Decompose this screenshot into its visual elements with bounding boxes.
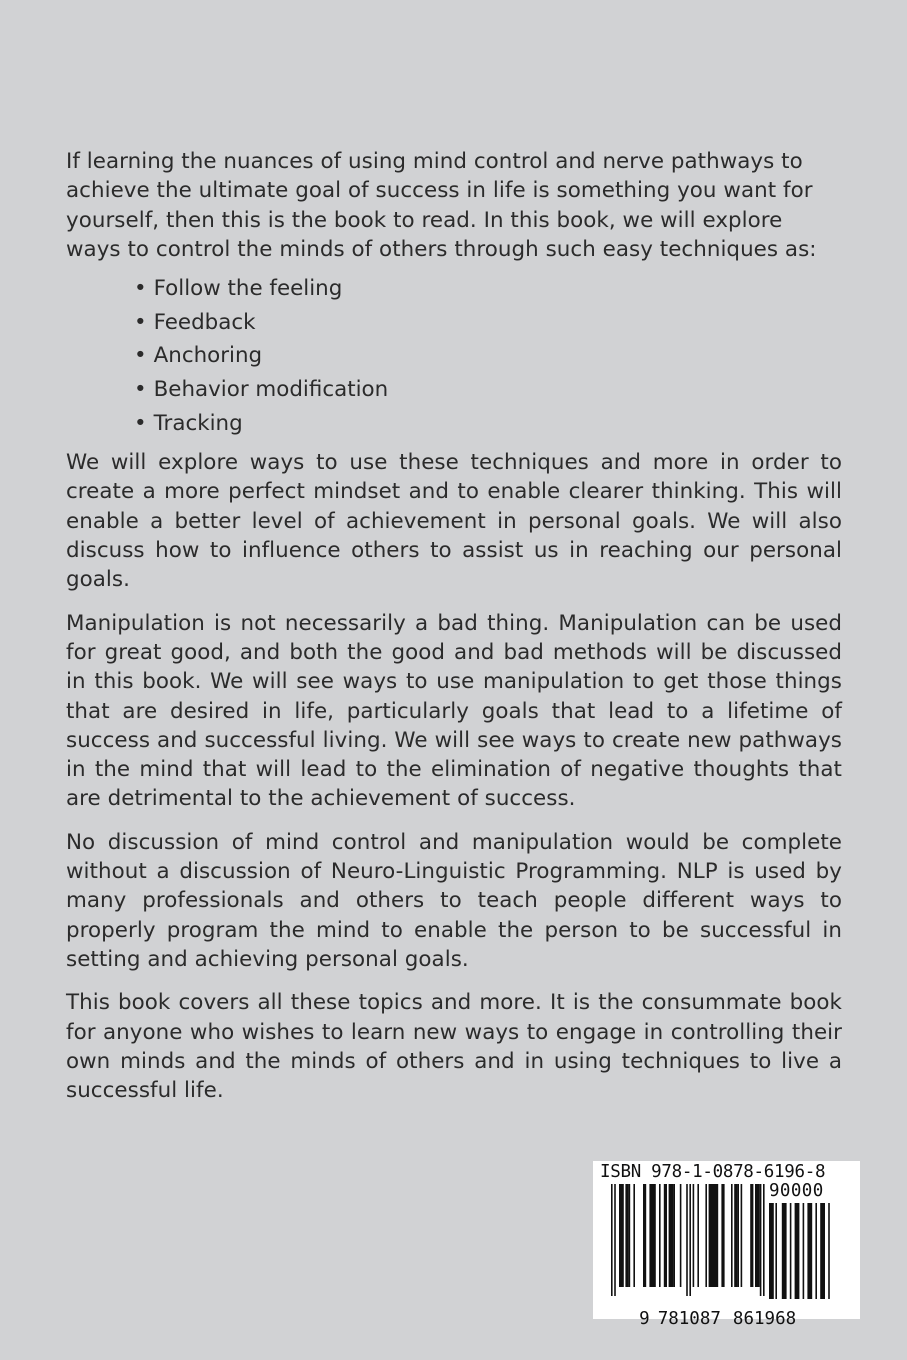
ean-first-digit: 9 (639, 1309, 650, 1329)
isbn-label: ISBN 978-1-0878-6196-8 (600, 1162, 826, 1182)
barcode-bar (686, 1184, 688, 1296)
barcode-bar (689, 1184, 691, 1296)
list-item: • Anchoring (134, 339, 842, 373)
barcode-bar (734, 1184, 737, 1287)
barcode-bar (763, 1184, 765, 1296)
paragraph-summary: This book covers all these topics and more. It is the consummate book for anyone who wishes to learn new ways to engage in controlling their own minds and the minds of others and in using techniques to live a successful life. (66, 990, 842, 1104)
barcode-bar (715, 1184, 718, 1287)
back-cover-text (66, 147, 842, 1119)
barcode-bar (815, 1203, 817, 1299)
barcode-bar (664, 1184, 667, 1287)
barcode-bar (649, 1184, 651, 1287)
barcode-bar (629, 1184, 631, 1287)
barcode-bar (721, 1184, 724, 1287)
barcode-bar (807, 1203, 812, 1299)
barcode-bar (611, 1184, 613, 1296)
barcode-bar (680, 1184, 682, 1287)
isbn-barcode (593, 1161, 860, 1329)
barcode-bar (760, 1184, 762, 1296)
barcode-bar (697, 1184, 699, 1287)
barcode-bar (651, 1184, 656, 1287)
intro-paragraph: If learning the nuances of using mind control and nerve pathways to achieve the ultimate goal of success in life is something you want for yourself, then this is the book to read. In this book, we will explore ways to control the minds of others through such easy techniques as: (66, 149, 817, 262)
barcode-bar (769, 1203, 774, 1299)
ean-left-group: 781087 (657, 1309, 721, 1329)
price-code: 90000 (769, 1181, 824, 1201)
barcode-bar (803, 1203, 805, 1299)
barcode-bar (673, 1184, 675, 1287)
ean-right-group: 861968 (732, 1309, 797, 1329)
barcode-bar (755, 1184, 760, 1287)
barcode-bar (705, 1184, 707, 1287)
barcode-bar (731, 1184, 733, 1287)
barcode-bar (782, 1203, 787, 1299)
barcode-bar (828, 1203, 830, 1299)
barcode-bar (750, 1184, 753, 1287)
barcode-bar (619, 1184, 624, 1287)
barcode-bar (709, 1184, 715, 1287)
list-item: • Feedback (134, 306, 842, 340)
barcode-bar (633, 1184, 635, 1287)
barcode-bar (625, 1184, 628, 1287)
technique-list (66, 272, 842, 440)
list-item: • Behavior modification (134, 373, 842, 407)
barcode-bar (737, 1184, 739, 1287)
barcode-bar (795, 1203, 800, 1299)
barcode-bar (820, 1203, 825, 1299)
list-item: • Tracking (134, 407, 842, 441)
barcode-bar (659, 1184, 661, 1287)
barcode-bar (775, 1203, 777, 1299)
barcode-bar (643, 1184, 646, 1287)
paragraph-manipulation: Manipulation is not necessarily a bad thing. Manipulation can be used for great good, and both the good and bad methods will be discussed in this book. We will see ways to use manipulation to get those things that are desired in life, particularly goals that lead to a lifetime of success and successful living. We will see ways to create new pathways in the mind that will lead to the elimination of negative thoughts that are detrimental to the achievement of success. (66, 610, 842, 812)
paragraph-techniques: We will explore ways to use these techniques and more in order to create a more perfect mindset and to enable clearer thinking. This will enable a better level of achievement in personal goals. We will also discuss how to influence others to assist us in reaching our personal goals. (66, 450, 842, 593)
barcode-bar (693, 1184, 695, 1287)
ean-digits (597, 1289, 796, 1349)
barcode-bar (669, 1184, 674, 1287)
barcode-bar (614, 1184, 616, 1296)
barcode-bar (790, 1203, 792, 1299)
list-item: • Follow the feeling (134, 272, 842, 306)
paragraph-nlp: No discussion of mind control and manipulation would be complete without a discussion of Neuro-Linguistic Programming. NLP is used by many professionals and others to teach people different ways to properly program the mind to enable the person to be successful in setting and achieving personal goals. (66, 829, 842, 972)
barcode-bar (741, 1184, 743, 1287)
